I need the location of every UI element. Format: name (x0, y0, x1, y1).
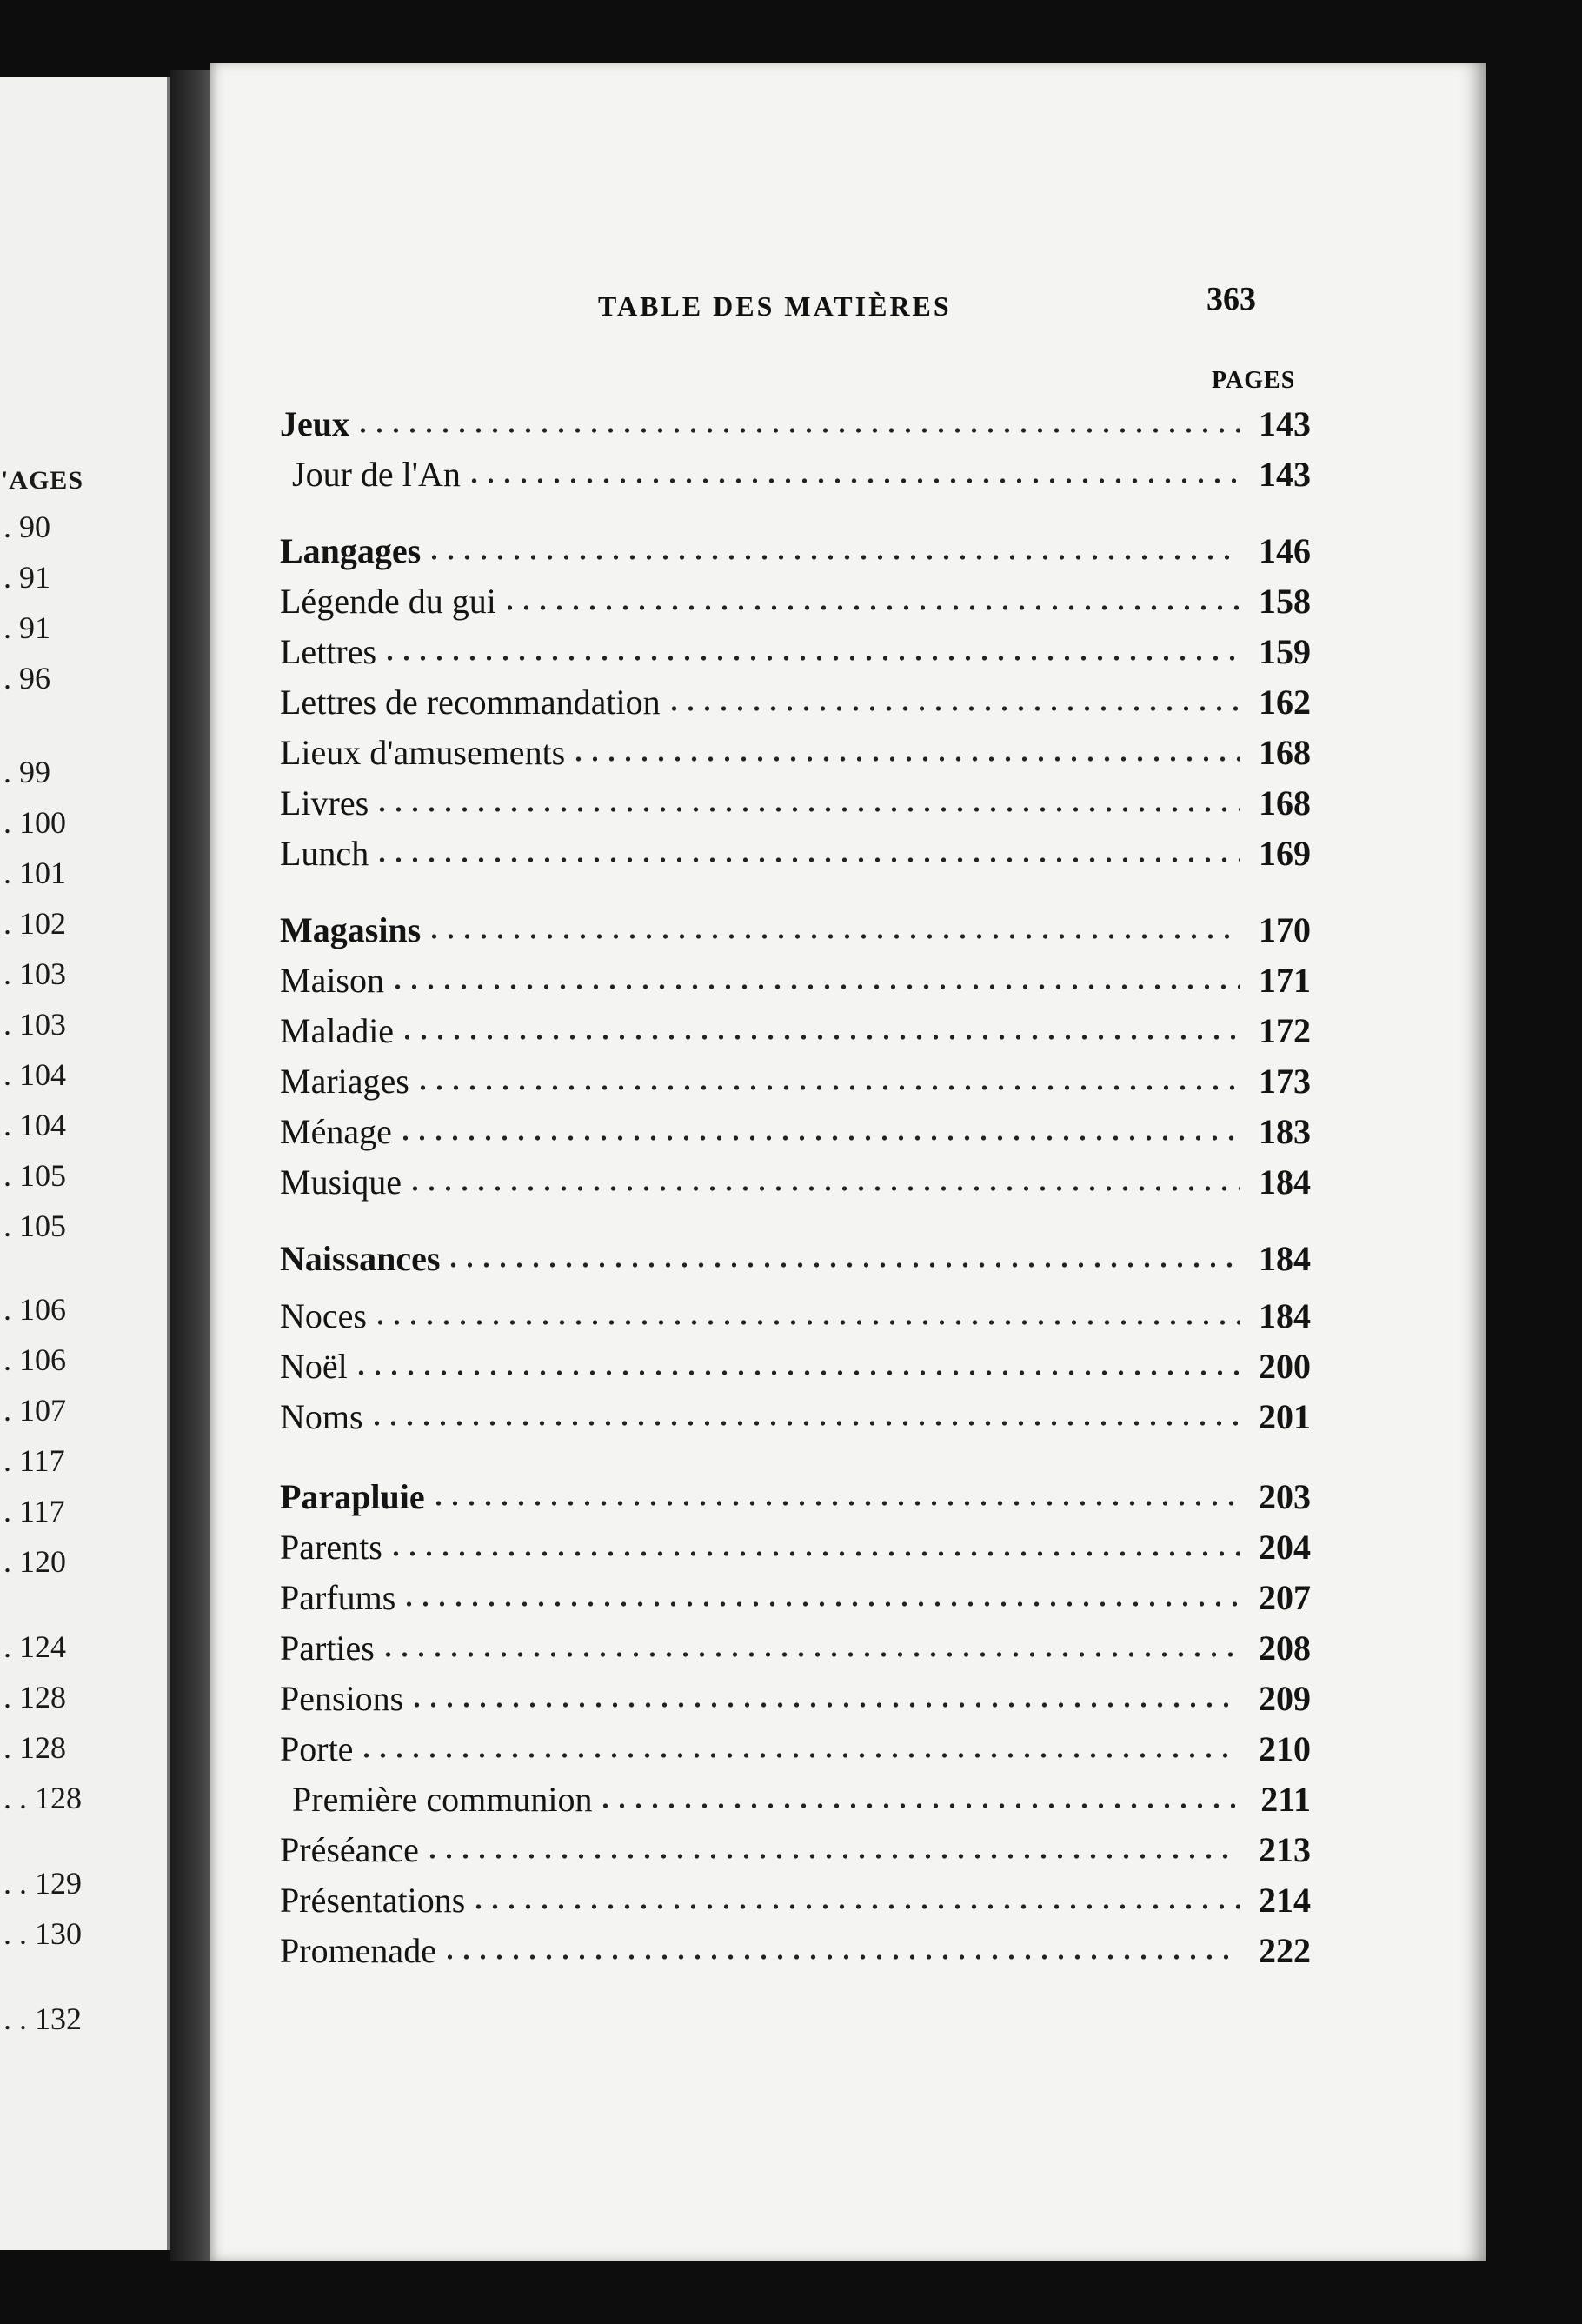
toc-entry (280, 1475, 1311, 1520)
left-page-number: . 128 (3, 1680, 66, 1715)
left-page-number: . 91 (3, 560, 50, 595)
toc-entry (280, 1294, 1311, 1339)
toc-entry (280, 1626, 1311, 1671)
toc-entry (280, 1160, 1311, 1205)
entry-page: 169 (1259, 834, 1311, 873)
left-page-number: . . 132 (3, 2001, 82, 2036)
entry-page: 184 (1259, 1162, 1311, 1202)
entry-label: Jeux (280, 404, 349, 443)
left-page (0, 77, 170, 2250)
dot-leader (399, 1034, 1240, 1041)
entry-label: Naissances (280, 1239, 441, 1278)
entry-page: 213 (1259, 1830, 1311, 1869)
toc-entry (280, 1236, 1311, 1282)
entry-label: Porte (280, 1729, 354, 1768)
entry-page: 171 (1259, 961, 1311, 1000)
dot-leader (401, 1601, 1240, 1608)
left-page-number: . 106 (3, 1342, 66, 1377)
entry-label: Noël (280, 1347, 348, 1386)
entry-page: 168 (1259, 783, 1311, 822)
dot-leader (409, 1701, 1240, 1708)
left-page-number: . 90 (3, 509, 50, 544)
entry-label: Lettres (280, 632, 377, 671)
entry-page: 146 (1259, 531, 1311, 570)
entry-label: Jour de l'An (292, 455, 461, 494)
toc-entry (280, 1344, 1311, 1389)
entry-label: Musique (280, 1162, 402, 1202)
dot-leader (445, 1262, 1240, 1269)
entry-label: Parties (280, 1628, 375, 1668)
toc-entry (280, 680, 1311, 725)
entry-page: 162 (1259, 683, 1311, 722)
toc-entry (280, 1525, 1311, 1570)
toc-entry (280, 452, 1311, 497)
dot-leader (358, 1752, 1240, 1759)
toc-entry (280, 958, 1311, 1003)
dot-leader (380, 1651, 1240, 1658)
left-page-number: . . 128 (3, 1781, 82, 1815)
entry-page: 184 (1259, 1296, 1311, 1335)
toc-entry (280, 1395, 1311, 1440)
toc-entry (280, 1727, 1311, 1772)
toc-entry (280, 908, 1311, 953)
left-page-number: . 100 (3, 805, 66, 840)
pages-column-label: PAGES (1212, 367, 1296, 394)
entry-label: Maladie (280, 1011, 395, 1050)
left-page-number: . 124 (3, 1629, 66, 1664)
entry-label: Livres (280, 783, 369, 822)
toc-entry (280, 1059, 1311, 1104)
toc-entry (280, 1828, 1311, 1873)
dot-leader (382, 655, 1240, 662)
dot-leader (466, 477, 1240, 484)
entry-page: 168 (1259, 733, 1311, 772)
entry-page: 207 (1259, 1578, 1311, 1617)
entry-label: Noms (280, 1397, 363, 1436)
entry-page: 222 (1259, 1931, 1311, 1970)
entry-page: 170 (1259, 910, 1311, 949)
toc-entry (280, 1009, 1311, 1054)
entry-page: 209 (1259, 1679, 1311, 1718)
left-page-number: . 120 (3, 1544, 66, 1579)
dot-leader (369, 1420, 1240, 1427)
entry-label: Première communion (292, 1780, 593, 1819)
entry-page: 210 (1259, 1729, 1311, 1768)
dot-leader (426, 933, 1240, 940)
left-page-number: . . 130 (3, 1916, 82, 1951)
toc-entry (280, 1878, 1311, 1923)
entry-page: 172 (1259, 1011, 1311, 1050)
left-page-number: . 117 (3, 1443, 65, 1478)
left-page-number: . 104 (3, 1108, 66, 1142)
entry-label: Lunch (280, 834, 369, 873)
toc-entry (280, 730, 1311, 776)
toc-entry (280, 1777, 1311, 1822)
dot-leader (442, 1954, 1240, 1961)
entry-label: Parents (280, 1528, 382, 1567)
entry-page: 173 (1259, 1062, 1311, 1101)
entry-label: Préséance (280, 1830, 419, 1869)
left-page-number: . 99 (3, 755, 50, 789)
entry-page: 200 (1259, 1347, 1311, 1386)
dot-leader (426, 554, 1240, 561)
dot-leader (666, 705, 1240, 712)
dot-leader (353, 1369, 1240, 1376)
toc-entry (280, 831, 1311, 876)
dot-leader (397, 1135, 1240, 1142)
entry-label: Maison (280, 961, 384, 1000)
toc-entry (280, 579, 1311, 624)
page-number: 363 (1206, 281, 1256, 317)
toc-entry (280, 529, 1311, 574)
dot-leader (430, 1500, 1240, 1507)
running-title: TABLE DES MATIÈRES (598, 290, 952, 322)
left-pages-header: 'AGES (0, 466, 83, 495)
left-page-number: . 128 (3, 1730, 66, 1765)
entry-page: 204 (1259, 1528, 1311, 1567)
entry-page: 143 (1259, 455, 1311, 494)
entry-page: 201 (1259, 1397, 1311, 1436)
entry-page: 203 (1259, 1477, 1311, 1516)
entry-page: 183 (1259, 1112, 1311, 1151)
left-page-number: . 103 (3, 1007, 66, 1042)
dot-leader (597, 1802, 1240, 1809)
entry-page: 159 (1259, 632, 1311, 671)
entry-label: Lieux d'amusements (280, 733, 566, 772)
left-page-number: . 107 (3, 1393, 66, 1428)
left-page-number: . 91 (3, 610, 50, 645)
entry-page: 158 (1259, 582, 1311, 621)
entry-label: Pensions (280, 1679, 404, 1718)
toc-entry (280, 1676, 1311, 1721)
toc-entry (280, 781, 1311, 826)
entry-label: Magasins (280, 910, 422, 949)
dot-leader (389, 983, 1240, 990)
entry-page: 211 (1260, 1780, 1311, 1819)
dot-leader (355, 427, 1240, 434)
left-page-number: . 104 (3, 1057, 66, 1092)
left-page-number: . 105 (3, 1158, 66, 1193)
dot-leader (570, 756, 1240, 762)
entry-label: Présentations (280, 1881, 466, 1920)
left-page-number: . 101 (3, 856, 66, 890)
entry-page: 214 (1259, 1881, 1311, 1920)
entry-label: Parfums (280, 1578, 396, 1617)
dot-leader (374, 856, 1240, 863)
entry-label: Noces (280, 1296, 367, 1335)
entry-label: Promenade (280, 1931, 436, 1970)
entry-page: 143 (1259, 404, 1311, 443)
toc-entry (280, 1109, 1311, 1155)
toc-entry (280, 1575, 1311, 1621)
entry-label: Parapluie (280, 1477, 425, 1516)
dot-leader (415, 1084, 1240, 1091)
entry-label: Légende du gui (280, 582, 496, 621)
left-page-number: . . 129 (3, 1866, 82, 1901)
left-page-number: . 105 (3, 1209, 66, 1243)
dot-leader (502, 604, 1240, 611)
dot-leader (388, 1550, 1240, 1557)
dot-leader (407, 1185, 1240, 1192)
book-spine (170, 70, 216, 2261)
entry-label: Langages (280, 531, 422, 570)
dot-leader (374, 806, 1240, 813)
entry-page: 184 (1259, 1239, 1311, 1278)
left-page-number: . 103 (3, 956, 66, 991)
toc-entry (280, 1928, 1311, 1974)
dot-leader (470, 1903, 1240, 1910)
dot-leader (372, 1319, 1240, 1326)
left-page-number: . 117 (3, 1494, 65, 1528)
left-page-number: . 102 (3, 906, 66, 941)
toc-entry (280, 629, 1311, 675)
left-page-number: . 106 (3, 1292, 66, 1327)
entry-page: 208 (1259, 1628, 1311, 1668)
entry-label: Lettres de recommandation (280, 683, 661, 722)
entry-label: Mariages (280, 1062, 409, 1101)
left-page-number: . 96 (3, 661, 50, 696)
toc-entry (280, 402, 1311, 447)
entry-label: Ménage (280, 1112, 392, 1151)
dot-leader (424, 1853, 1240, 1860)
